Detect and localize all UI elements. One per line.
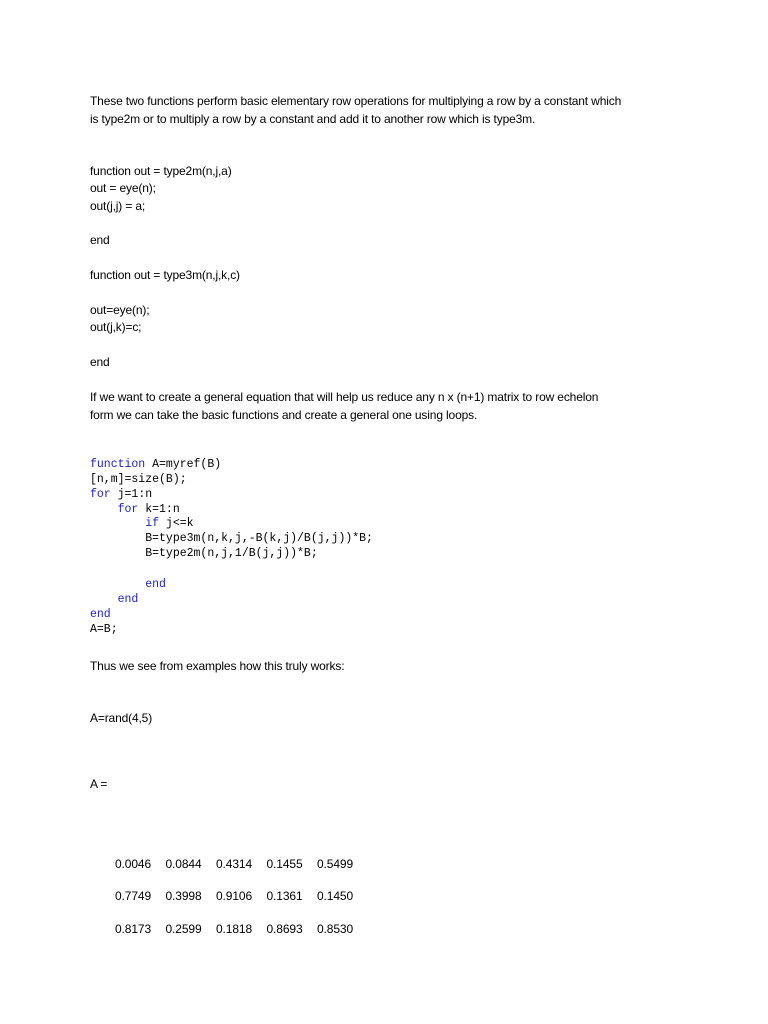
matrix-cell: 0.8693 [266,922,303,936]
code-keyword: end [90,608,111,621]
code-line-10 [90,607,111,622]
command-text: A=rand(4,5) [90,711,153,725]
matrix-cell: 0.0844 [165,857,202,871]
matrix-row [102,908,367,950]
type3m-assign: out(j,k)=c; [90,320,142,334]
matrix-cell: 0.1818 [215,922,253,936]
code-indent [90,517,145,530]
type3m-end: end [90,355,110,369]
matrix-cell: 0.8530 [316,922,354,936]
code-line-9 [90,592,138,607]
code-text: k=1:n [138,503,180,516]
general-line-1: If we want to create a general equation that will help us reduce any n x (n+1) matrix to row echelon [90,390,599,404]
code-keyword: for [90,488,111,501]
examples-text: Thus we see from examples how this truly works: [90,659,345,673]
matrix-cell: 0.8173 [114,922,152,936]
matrix-cell: 0.1455 [266,857,303,871]
matrix-cell: 0.1361 [266,889,303,903]
code-keyword: if [145,517,160,530]
code-line-8 [90,577,166,592]
code-line-6: B=type3m(n,k,j,-B(k,j)/B(j,j))*B; [90,532,373,545]
matrix-cell: 0.1450 [316,889,354,903]
code-keyword: end [145,578,166,591]
code-keyword: function [90,458,146,471]
intro-line-2: is type2m or to multiply a row by a constant and add it to another row which is type3m. [90,112,536,126]
code-line-4 [90,502,180,517]
code-line-7: B=type2m(n,j,1/B(j,j))*B; [90,547,318,560]
code-line-2: [n,m]=size(B); [90,473,187,486]
type3m-eye: out=eye(n); [90,303,150,317]
code-line-11: A=B; [90,623,118,636]
matrix-cell: 0.9106 [215,889,253,903]
code-keyword: for [117,503,139,516]
result-label: A = [90,777,108,791]
matrix-cell: 0.2599 [165,922,202,936]
code-indent [90,503,118,516]
type2m-eye: out = eye(n); [90,181,156,195]
intro-line-1: These two functions perform basic elementary row operations for multiplying a row by a constant which [90,94,622,108]
general-line-2: form we can take the basic functions and create a general one using loops. [90,408,478,422]
code-text: j=1:n [110,488,153,501]
code-line-3 [90,487,152,502]
code-indent [90,578,145,591]
matrix-cell: 0.4314 [215,857,253,871]
type3m-signature: function out = type3m(n,j,k,c) [90,268,240,282]
type2m-signature: function out = type2m(n,j,a) [90,164,232,178]
code-text: j<=k [159,517,194,530]
matrix-cell: 0.0046 [114,857,152,871]
matrix-cell: 0.7749 [114,889,152,903]
code-text: A=myref(B) [145,458,222,471]
code-indent [90,593,118,606]
code-line-1 [90,457,221,472]
code-keyword: end [117,593,139,606]
matrix-cell: 0.5499 [316,857,354,871]
matrix-cell: 0.3998 [165,889,202,903]
code-line-5 [90,516,194,531]
type2m-assign: out(j,j) = a; [90,199,146,213]
type2m-end: end [90,233,110,247]
